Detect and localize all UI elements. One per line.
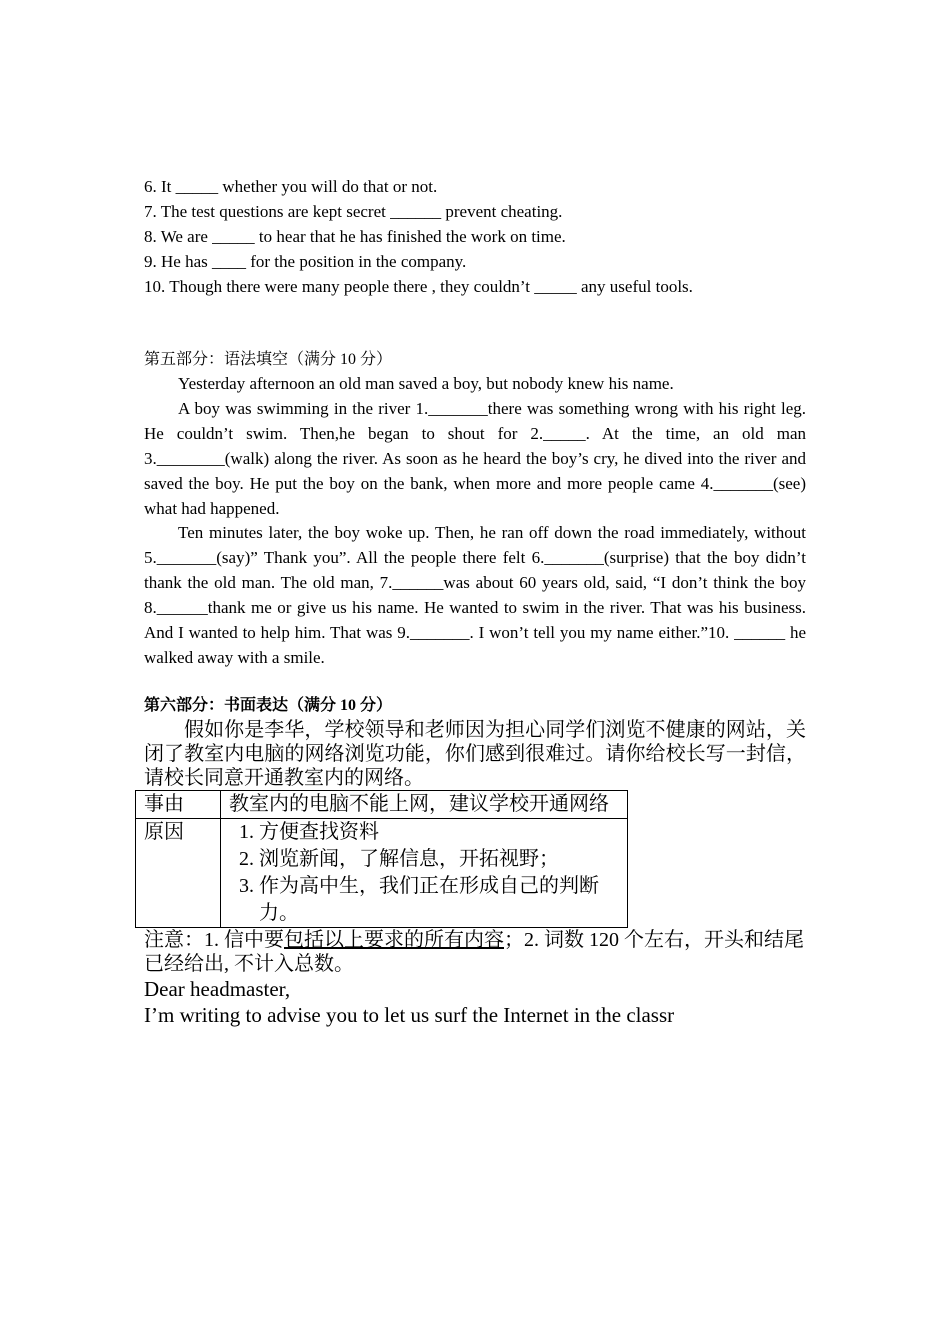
question-6: 6. It _____ whether you will do that or not. (144, 177, 438, 196)
table-row (136, 790, 628, 818)
question-10: 10. Though there were many people there , they couldn’t _____ any useful tools. (144, 277, 693, 296)
row-value-reason-for-letter: 教室内的电脑不能上网，建议学校开通网络 (221, 790, 628, 818)
part6-title: 第六部分：书面表达（满分 10 分） (144, 696, 393, 714)
part5-paragraph-3: Ten minutes later, the boy woke up. Then, he ran off down the road immediately, without 5._______(say)” Thank you”. All the people there felt 6._______(surprise) that the boy didn’t thank the old man. The old man, 7.______was about 60 years old, said, “I don’t think the boy 8.______thank me or give us his name. He wanted to swim in the river. That was his business. And I wanted to help him. That was 9._______. I won’t tell you my name either.”10. ______ he walked away with a smile. (144, 523, 806, 667)
part6-prompt: 假如你是李华，学校领导和老师因为担心同学们浏览不健康的网站，关闭了教室内电脑的网络浏览功能，你们感到很难过。请你给校长写一封信，请校长同意开通教室内的网络。 (144, 718, 806, 789)
list-item: 3. 作为高中生，我们正在形成自己的判断力。 (259, 873, 627, 927)
reasons-list (229, 819, 627, 927)
table-row (136, 818, 628, 927)
row-label-reason-for-letter: 事由 (136, 790, 221, 818)
part5-paragraph-2: A boy was swimming in the river 1._______there was something wrong with his right leg. He couldn’t swim. Then,he began to shout for 2._____. At the time, an old man 3.________(walk) along the river. As soon as he heard the boy’s cry, he dived into the river and saved the boy. He put the boy on the bank, when more and more people came 4._______(see) what had happened. (144, 398, 806, 518)
note-suffix: ；2. 词数 120 个左右，开头和结尾已经给出, 不计入总数。 (144, 928, 804, 975)
part5-title: 第五部分：语法填空（满分 10 分） (144, 351, 393, 368)
note-underlined-requirement: 包括以上要求的所有内容 (284, 928, 504, 951)
list-item: 2. 浏览新闻，了解信息，开拓视野； (259, 846, 627, 873)
row-value-reasons (221, 818, 628, 927)
letter-salutation: Dear headmaster, (144, 976, 291, 1001)
letter-opening-line: I’m writing to advise you to let us surf the Internet in the classr (144, 1002, 675, 1027)
document-body (144, 174, 806, 1028)
part5-paragraph-1: Yesterday afternoon an old man saved a boy, but nobody knew his name. (178, 374, 674, 393)
row-label-reasons: 原因 (136, 818, 221, 927)
writing-note (144, 928, 806, 976)
list-item: 1. 方便查找资料 (259, 819, 627, 846)
question-9: 9. He has ____ for the position in the company. (144, 252, 467, 271)
question-7: 7. The test questions are kept secret ______ prevent cheating. (144, 202, 563, 221)
note-prefix: 注意：1. 信中要 (144, 928, 284, 951)
requirements-table (135, 790, 628, 928)
question-8: 8. We are _____ to hear that he has finished the work on time. (144, 227, 566, 246)
